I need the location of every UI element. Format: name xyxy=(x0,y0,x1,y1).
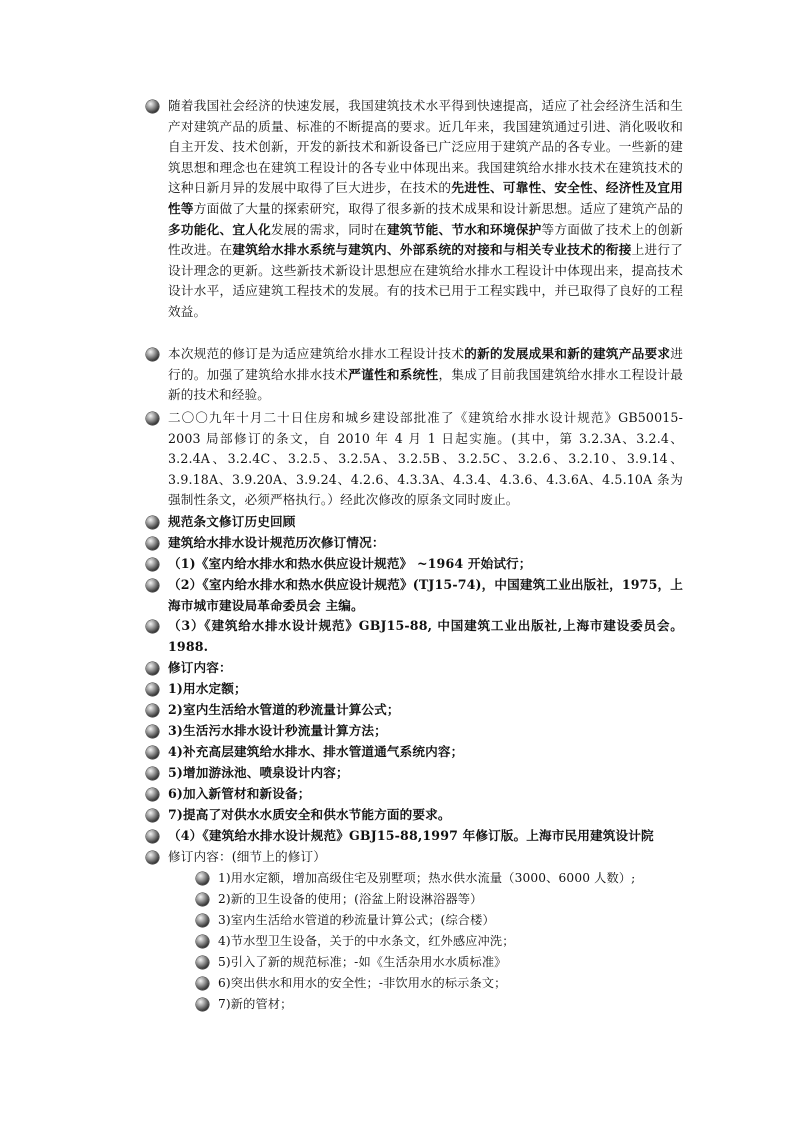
sub-item-text: 1)用水定额，增加高级住宅及别墅项；热水供水流量（3000、6000 人数）; xyxy=(218,871,636,885)
paragraph-text: 3)生活污水排水设计秒流量计算方法； xyxy=(168,723,387,738)
bullet-icon xyxy=(146,558,159,571)
bullet-icon xyxy=(146,620,159,633)
section-heading: 规范条文修订历史回顾 xyxy=(168,514,296,529)
bullet-icon xyxy=(146,851,159,864)
bullet-icon xyxy=(146,516,159,529)
bullet-icon xyxy=(196,998,209,1011)
sub-item-text: 5)引入了新的规范标准；-如《生活杂用水水质标准》 xyxy=(218,955,507,969)
paragraph-text: 二〇〇九年十月二十日住房和城乡建设部批准了《建筑给水排水设计规范》GB50015-2003 局部修订的条文，自 2010 年 4 月 1 日起实施。(其中，第 3.2.3A、3.2.4、3.2.4A、3.2.4C、3.2.5、3.2.5A、3.2.5B、3.2.5C、3.2.6、3.2.10、3.9.14、3.9.18A、3.9.20A、3.9.24、4.2.6、4.3.3A、4.3.4、4.3.6、4.3.6A、4.5.10A 条为强制性条文，必须严格执行。）经此次修改的原条文同时废止。 xyxy=(168,410,683,508)
bullet-icon xyxy=(146,746,159,759)
paragraph-text: 修订内容：(细节上的修订） xyxy=(168,849,326,864)
bullet-icon xyxy=(146,579,159,592)
bullet-icon xyxy=(146,725,159,738)
bullet-icon xyxy=(146,100,159,113)
bullet-icon xyxy=(146,767,159,780)
bullet-icon xyxy=(196,956,209,969)
bullet-icon xyxy=(196,872,209,885)
sub-item-text: 4)节水型卫生设备，关于的中水条文，红外感应冲洗； xyxy=(218,934,515,948)
paragraph-text: （4）《建筑给水排水设计规范》GBJ15-88,1997 年修订版。上海市民用建筑设计院 xyxy=(168,828,654,843)
bullet-icon xyxy=(196,977,209,990)
bullet-icon xyxy=(196,935,209,948)
paragraph-text: 5)增加游泳池、喷泉设计内容； xyxy=(168,765,349,780)
sub-item-text: 7)新的管材； xyxy=(218,997,293,1011)
paragraph-text: 1)用水定额； xyxy=(168,681,247,696)
bullet-icon xyxy=(196,893,209,906)
sub-item-text: 6)突出供水和用水的安全性；-非饮用水的标示条文； xyxy=(218,976,507,990)
paragraph-text: （3）《建筑给水排水设计规范》GBJ15-88, 中国建筑工业出版社,上海市建设委员会。1988. xyxy=(168,618,683,654)
section-heading: 修订内容： xyxy=(168,660,232,675)
section-heading: 建筑给水排水设计规范历次修订情况： xyxy=(168,535,385,550)
paragraph-text: 本次规范的修订是为适应建筑给水排水工程设计技术的新的发展成果和新的建筑产品要求进行的。加强了建筑给水排水技术严谨性和系统性，集成了目前我国建筑给水排水工程设计最新的技术和经验。 xyxy=(168,346,684,403)
bullet-icon xyxy=(146,683,159,696)
paragraph-text: 7)提高了对供水水质安全和供水节能方面的要求。 xyxy=(168,807,451,822)
bullet-icon xyxy=(146,704,159,717)
bullet-icon xyxy=(146,830,159,843)
paragraph-text: 6)加入新管材和新设备； xyxy=(168,786,311,801)
paragraph-text: （1)《室内给水排水和热水供应设计规范》 ~1964 开始试行； xyxy=(168,556,532,571)
paragraph-text: 2)室内生活给水管道的秒流量计算公式； xyxy=(168,702,400,717)
sub-item-text: 3)室内生活给水管道的秒流量计算公式；(综合楼） xyxy=(218,913,495,927)
paragraph-text: 随着我国社会经济的快速发展，我国建筑技术水平得到快速提高，适应了社会经济生活和生产对建筑产品的质量、标准的不断提高的要求。近几年来，我国建筑通过引进、消化吸收和自主开发、技术创新，开发的新技术和新设备已广泛应用于建筑产品的各专业。一些新的建筑思想和理念也在建筑工程设计的各专业中体现出来。我国建筑给水排水技术在建筑技术的这种日新月异的发展中取得了巨大进步，在技术的先进性、可靠性、安全性、经济性及宜用性等方面做了大量的探索研究，取得了很多新的技术成果和设计新思想。适应了建筑产品的多功能化、宜人化发展的需求，同时在建筑节能、节水和环境保护等方面做了技术上的创新性改进。在建筑给水排水系统与建筑内、外部系统的对接和与相关专业技术的衔接上进行了设计理念的更新。这些新技术新设计思想应在建筑给水排水工程设计中体现出来，提高技术设计水平，适应建筑工程技术的发展。有的技术已用于工程实践中，并已取得了良好的工程效益。 xyxy=(168,98,683,319)
bullet-icon xyxy=(146,662,159,675)
paragraph-text: （2）《室内给水排水和热水供应设计规范》(TJ15-74)，中国建筑工业出版社，1975，上海市城市建设局革命委员会 主编。 xyxy=(168,577,683,613)
bullet-icon xyxy=(196,914,209,927)
bullet-icon xyxy=(146,788,159,801)
bullet-icon xyxy=(146,412,159,425)
bullet-icon xyxy=(146,809,159,822)
bullet-icon xyxy=(146,537,159,550)
sub-item-text: 2)新的卫生设备的使用；(浴盆上附设淋浴器等） xyxy=(218,892,483,906)
bullet-icon xyxy=(146,348,159,361)
paragraph-text: 4)补充高层建筑给水排水、排水管道通气系统内容； xyxy=(168,744,464,759)
